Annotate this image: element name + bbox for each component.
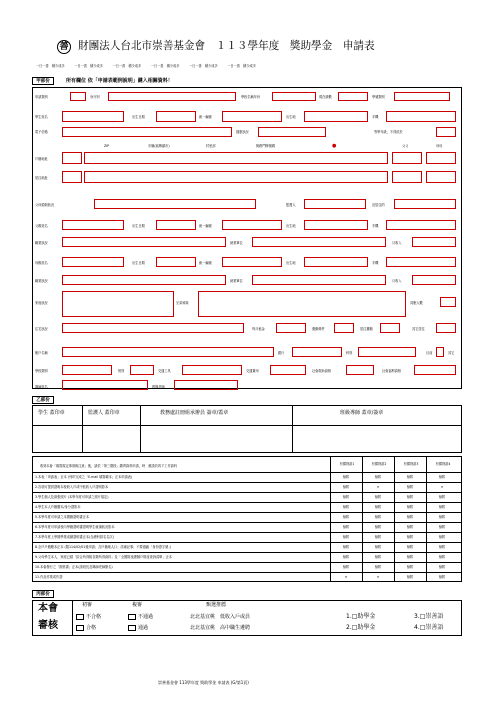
addr-col-city: 市縣(區鄉鎮市) xyxy=(148,144,170,148)
label-father-name: 父親姓名 xyxy=(35,224,48,228)
page-footer: 崇善基金會 113學年度 獎助學金 申請表 (G/第1頁) xyxy=(158,680,249,685)
guardian-field[interactable] xyxy=(304,199,366,209)
label-mentor: 導師姓名 xyxy=(35,385,48,389)
checklist-mark[interactable]: 檢附 xyxy=(342,534,350,539)
label-mother-income: 月收入 xyxy=(392,279,402,283)
transport-field[interactable] xyxy=(182,365,242,375)
label-other-living: 其它居住 xyxy=(412,327,425,331)
label-guardian: 監護人 xyxy=(286,203,296,207)
header-recommend: 甄選推薦 xyxy=(206,602,227,608)
mother-birth-field[interactable] xyxy=(156,257,196,267)
checklist-col-1: 有償貸款1 xyxy=(339,462,355,466)
father-employer-field[interactable] xyxy=(252,237,386,247)
checklist-item: 8.全戶戶籍謄本正本 (限114/02/01後申請；含戶籍地人口；詳細記事；不要遮蔽「身份證字號」) xyxy=(35,544,172,549)
checklist-mark[interactable]: 檢附 xyxy=(406,514,414,519)
label-house: 住宅狀況 xyxy=(35,327,48,331)
checklist-mark[interactable]: 檢附 xyxy=(406,554,414,559)
living-zip[interactable] xyxy=(62,171,82,183)
household-mother[interactable] xyxy=(426,152,456,164)
check-not-pass[interactable] xyxy=(128,614,136,620)
checklist-item: 7.本學年度上學期學業成績證明書正本(含總科排名名次) xyxy=(35,534,114,539)
student-type-field[interactable] xyxy=(394,92,450,101)
label-pass: 合格 xyxy=(86,625,97,631)
living-cost-field[interactable] xyxy=(380,323,400,333)
checklist-mark[interactable]: 檢附 xyxy=(374,544,382,549)
checklist-mark[interactable]: 檢附 xyxy=(406,474,414,479)
living-mother[interactable] xyxy=(426,171,456,183)
check-fail[interactable] xyxy=(76,614,84,620)
label-email: 電子信箱 xyxy=(35,130,48,134)
checklist-mark[interactable]: 檢附 xyxy=(406,574,414,579)
checklist-mark[interactable]: 檢附 xyxy=(438,554,446,559)
label-identity: 身分別 xyxy=(90,95,100,99)
label-fail: 不合格 xyxy=(86,614,102,620)
checklist-mark[interactable]: 檢附 xyxy=(438,524,446,529)
father-birthplace-field[interactable] xyxy=(304,220,368,230)
section-a-note: 所有欄位 依「申請表範例說明」鍵入相關資料！ xyxy=(66,78,173,84)
checklist-mark[interactable]: 檢附 xyxy=(438,564,446,569)
sig-registrar-box[interactable] xyxy=(141,426,291,452)
label-mother-birthplace: 出生地 xyxy=(286,261,296,265)
label-apply-type: 申請類別 xyxy=(35,95,48,99)
checklist-mark[interactable]: 檢附 xyxy=(438,494,446,499)
checklist-col-4: 有償貸款4 xyxy=(435,462,451,466)
section-a-label: 甲部份 xyxy=(32,77,54,85)
label-mobile: 手機 xyxy=(372,115,379,119)
label-living-addr: 居住地址 xyxy=(35,176,48,180)
checklist-item: 9.父母學生本人、家庭已婚「綜合所得稅各類所得資料」及「全國財產總歸戶財產查詢清單」正本 xyxy=(35,554,172,559)
checklist-mark[interactable]: 檢附 xyxy=(342,494,350,499)
student-name-field[interactable] xyxy=(62,111,124,122)
check-approved[interactable] xyxy=(128,625,136,631)
checklist-item: 1.本表「申請表」正本 (列印完成之「E-mail 填寫範本」正本申請表) xyxy=(35,474,133,479)
house-field[interactable] xyxy=(62,323,244,333)
sig-student: 學生 蓋印章 xyxy=(38,410,65,416)
checklist-mark[interactable]: ✕ xyxy=(440,484,444,489)
checklist-mark[interactable]: 檢附 xyxy=(406,564,414,569)
household-addr-field[interactable] xyxy=(84,152,388,164)
sport-field[interactable] xyxy=(334,323,354,333)
label-transport-cost: 交通費用 xyxy=(246,369,259,373)
mobile-field[interactable] xyxy=(386,111,456,122)
checklist-mark[interactable]: 檢附 xyxy=(342,544,350,549)
checklist-item: 4.學生本人戶籍謄本/身分證影本 xyxy=(35,504,81,509)
label-school-year: 學校名稱年份 xyxy=(241,95,261,99)
sig-guardian-box[interactable] xyxy=(83,426,139,452)
checklist-mark[interactable]: 檢附 xyxy=(406,524,414,529)
family-field[interactable] xyxy=(62,291,174,317)
label-father-job: 職業狀況 xyxy=(35,241,48,245)
siblings-field[interactable] xyxy=(198,291,406,317)
label-mother-mobile: 手機 xyxy=(372,261,379,265)
label-household-addr: 戶籍地址 xyxy=(35,157,48,161)
sig-teacher: 班級導師 蓋章/簽章 xyxy=(340,410,384,416)
addr-bullet: ● xyxy=(332,143,337,149)
checklist-item: 2.各項可提供證明本校收入戶或中低收入戶證明影本 xyxy=(35,484,109,489)
label-social-aid: 社會救助資格 xyxy=(312,369,332,373)
email-field[interactable] xyxy=(62,127,232,137)
review-big-1: 本會 xyxy=(38,603,58,614)
check-pass[interactable] xyxy=(76,625,84,631)
label-mother-name: 母親姓名 xyxy=(35,261,48,265)
checklist-col-2: 有償貸款2 xyxy=(371,462,387,466)
checklist-mark[interactable]: 檢附 xyxy=(438,504,446,509)
label-student-type: 學號類別 xyxy=(372,95,385,99)
checklist-mark[interactable]: 檢附 xyxy=(406,484,414,489)
label-father-mobile: 手機 xyxy=(372,224,379,228)
page-title: 財團法人台北市崇善基金會 １１３學年度 獎助學金 申請表 xyxy=(78,40,375,52)
checklist-mark[interactable]: 檢附 xyxy=(342,474,350,479)
checklist-mark[interactable]: 檢附 xyxy=(438,544,446,549)
checklist-mark[interactable]: 檢附 xyxy=(406,534,414,539)
label-father-birth: 出生日期 xyxy=(132,224,145,228)
label-gpa: 等學年級，不得低於 xyxy=(374,130,403,134)
checklist-mark[interactable]: 檢附 xyxy=(374,554,382,559)
checklist-mark[interactable]: 檢附 xyxy=(374,514,382,519)
health-field[interactable] xyxy=(258,127,326,137)
checklist-mark[interactable]: 檢附 xyxy=(342,554,350,559)
social-aid-field[interactable] xyxy=(346,365,374,375)
sig-teacher-box[interactable] xyxy=(293,426,461,452)
sibling-count-field[interactable] xyxy=(440,297,456,307)
label-school-type: 學校類別 xyxy=(35,369,48,373)
checklist-mark[interactable]: 檢附 xyxy=(406,494,414,499)
checklist-col-3: 有償貸款3 xyxy=(403,462,419,466)
checklist-mark[interactable]: ✕ xyxy=(376,574,380,579)
father-job-field[interactable] xyxy=(62,237,226,247)
household-father[interactable] xyxy=(392,152,422,164)
mentor-field[interactable] xyxy=(62,380,148,390)
addr-col-street: 街路門牌號碼 xyxy=(256,144,276,148)
checklist-title: 收到本會「填寫規定事項與注意」後，請依「第三階段」繳齊資料申請，時 應請於四下工作資料 xyxy=(40,464,178,468)
mother-name-field[interactable] xyxy=(62,257,124,267)
review-big-2: 審核 xyxy=(38,620,58,631)
father-mobile-field[interactable] xyxy=(386,220,456,230)
label-award-3: 3.□崇善語 xyxy=(414,613,444,620)
grade-field[interactable] xyxy=(338,92,368,101)
gpa-field[interactable] xyxy=(436,127,456,137)
checklist-mark[interactable]: ✕ xyxy=(344,574,348,579)
sig-student-box[interactable] xyxy=(33,426,81,452)
label-not-pass: 不通過 xyxy=(138,614,154,620)
label-mother-id: 統一編號 xyxy=(199,261,212,265)
other-living-field[interactable] xyxy=(436,323,456,333)
motto-line: 一日一善 積少成多 一日一善 積少成多 一日一善 積少成多 一日一善 積少成多 一日一善 積少成多 一日一善 積少成多 xyxy=(36,64,256,68)
checklist-mark[interactable]: 檢附 xyxy=(374,494,382,499)
checklist-mark[interactable]: 檢附 xyxy=(438,534,446,539)
label-region-low-income: 北北基宜桃 低收入戶或員 xyxy=(190,614,251,620)
birth-date-field[interactable] xyxy=(156,111,196,122)
account-name-field[interactable] xyxy=(62,347,274,357)
label-welfare: 社會福利資格 xyxy=(382,369,402,373)
checklist-mark[interactable]: 檢附 xyxy=(342,484,350,489)
parents-marriage-field[interactable] xyxy=(94,199,256,209)
label-living-cost: 居住費額 xyxy=(360,327,373,331)
checklist-item: 3.學生個人及兩張照片 (本學年度可申請之照片規定) xyxy=(35,494,109,499)
checklist-mark[interactable]: 檢附 xyxy=(406,504,414,509)
label-mother-job: 職業狀況 xyxy=(35,279,48,283)
checklist-mark[interactable]: 檢附 xyxy=(342,504,350,509)
checklist-mark[interactable]: 檢附 xyxy=(374,564,382,569)
living-father[interactable] xyxy=(392,171,422,183)
identity-field[interactable] xyxy=(108,92,236,101)
school-year-field[interactable] xyxy=(272,92,316,101)
label-other: 其它 xyxy=(448,351,455,355)
checklist-item: 11.作品作業或作證 xyxy=(35,574,63,579)
checklist-mark[interactable]: 檢附 xyxy=(374,534,382,539)
label-father-employer: 就業單位 xyxy=(230,241,243,245)
header-first-review: 初審 xyxy=(82,602,93,608)
label-siblings: 兄弟姊妹 xyxy=(176,301,189,305)
header-second-review: 複審 xyxy=(132,602,143,608)
living-with-field[interactable] xyxy=(394,199,456,209)
mother-income-field[interactable] xyxy=(412,275,456,285)
label-rent: 每月租金 xyxy=(252,327,265,331)
label-birthplace: 出生地 xyxy=(286,115,296,119)
label-class: 班別 xyxy=(118,369,125,373)
checklist-mark[interactable]: 檢附 xyxy=(438,474,446,479)
addr-col-mother: 母母 xyxy=(436,144,443,148)
label-mother-birth: 出生日期 xyxy=(132,261,145,265)
label-award-4: 4.□崇善語 xyxy=(414,624,444,631)
label-father-income: 月收入 xyxy=(392,241,402,245)
label-region-vocational: 北北基宜桃 高中職生遴聘 xyxy=(190,625,251,631)
checklist-item: 6.本學年度可申請校內學籍證明書證明學生就讀狀況影本 xyxy=(35,524,115,529)
label-teacher: 教導老師 xyxy=(152,385,165,389)
addr-col-father: 父父 xyxy=(402,144,409,148)
checklist-item: 10.本會發行之「推薦書」正本(請班長及導師老師簽名) xyxy=(35,564,113,569)
label-id-number: 統一編號 xyxy=(199,115,212,119)
mother-birthplace-field[interactable] xyxy=(304,257,368,267)
checklist-mark[interactable]: 檢附 xyxy=(406,544,414,549)
checklist-mark[interactable]: 檢附 xyxy=(438,514,446,519)
father-id-field[interactable] xyxy=(222,220,282,230)
label-father-birthplace: 出生地 xyxy=(286,224,296,228)
label-grant-2: 2.□助學金 xyxy=(346,624,376,631)
mother-id-field[interactable] xyxy=(222,257,282,267)
label-sibling-count: 同胞人數 xyxy=(410,301,423,305)
checklist-mark[interactable]: 檢附 xyxy=(342,564,350,569)
father-name-field[interactable] xyxy=(62,220,124,230)
mother-job-field[interactable] xyxy=(62,275,226,285)
checklist-mark[interactable]: 檢附 xyxy=(374,474,382,479)
checklist-mark[interactable]: ✕ xyxy=(376,484,380,489)
label-sport: 運動條件 xyxy=(312,327,325,331)
birthplace-field[interactable] xyxy=(304,111,368,122)
father-income-field[interactable] xyxy=(412,237,456,247)
label-approved: 通過 xyxy=(138,625,149,631)
transport-cost-field[interactable] xyxy=(270,365,306,375)
living-addr-field[interactable] xyxy=(84,171,388,183)
checklist-mark[interactable]: 檢附 xyxy=(374,524,382,529)
label-transport: 交通工具 xyxy=(158,369,171,373)
label-family: 家庭狀況 xyxy=(35,301,48,305)
section-b-label: 乙部份 xyxy=(32,396,54,404)
welfare-field[interactable] xyxy=(414,365,456,375)
label-account-name: 帳戶名稱 xyxy=(35,351,48,355)
school-type-field[interactable] xyxy=(62,365,112,375)
checklist-mark[interactable]: 檢附 xyxy=(342,524,350,529)
dept-field[interactable] xyxy=(358,347,416,357)
id-number-field[interactable] xyxy=(222,111,282,122)
mother-mobile-field[interactable] xyxy=(386,257,456,267)
current-field[interactable] xyxy=(436,347,444,357)
bank-field[interactable] xyxy=(292,347,342,357)
label-grant-1: 1.□助學金 xyxy=(346,613,376,620)
label-mother-employer: 就業單位 xyxy=(230,279,243,283)
logo-seal: 善 xyxy=(57,40,71,54)
addr-col-village: 村里部 xyxy=(206,144,216,148)
label-student-name: 學生姓名 xyxy=(35,115,48,119)
label-current: 目前 xyxy=(426,351,433,355)
label-dept: 科別 xyxy=(346,351,353,355)
label-birth-date: 出生日期 xyxy=(132,115,145,119)
label-living-with: 及居住的 xyxy=(372,203,385,207)
label-father-id: 統一編號 xyxy=(199,224,212,228)
father-birth-field[interactable] xyxy=(156,220,196,230)
teacher-field[interactable] xyxy=(174,380,238,390)
checklist-mark[interactable]: 檢附 xyxy=(374,504,382,509)
label-parents-marriage: 父母婚姻狀況 xyxy=(35,203,55,207)
label-health: 健康狀況 xyxy=(236,130,249,134)
checklist-mark[interactable]: 檢附 xyxy=(438,574,446,579)
rent-field[interactable] xyxy=(276,323,306,333)
apply-type-field[interactable] xyxy=(70,92,86,101)
checklist-mark[interactable]: 檢附 xyxy=(342,514,350,519)
addr-col-zip: ZIP xyxy=(104,144,110,148)
mother-employer-field[interactable] xyxy=(252,275,386,285)
household-zip[interactable] xyxy=(62,152,82,164)
label-bank: 銀行 xyxy=(278,351,285,355)
class-field[interactable] xyxy=(130,365,154,375)
label-grade: 現在級數 xyxy=(319,95,332,99)
sig-guardian: 監護人 蓋印章 xyxy=(88,410,120,416)
checklist-item: 5.本學年度可申請之本國籍證明書正本 xyxy=(35,514,90,519)
section-c-label: 丙部份 xyxy=(32,590,54,598)
sig-registrar: 教務處註冊組承辦員 簽章/蓋章 xyxy=(160,410,229,416)
